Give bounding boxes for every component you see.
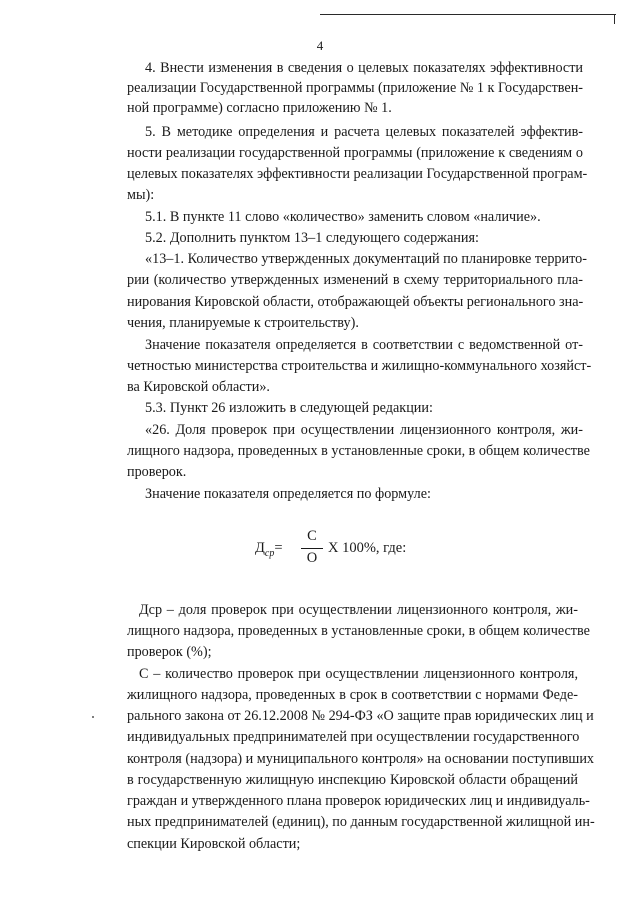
formula-tail: Х 100%, где:	[328, 540, 407, 556]
text-line: ной программе) согласно приложению № 1.	[127, 100, 392, 116]
text-line: ности реализации государственной программы (приложение к сведениям о	[127, 145, 583, 161]
text-line: контроля (надзора) и муниципального контроля» на основании поступивших	[127, 751, 595, 767]
text-line: 5.3. Пункт 26 изложить в следующей редакции:	[145, 400, 433, 416]
text-line: С – количество проверок при осуществлении лицензионного контроля,	[139, 666, 578, 682]
text-line: Значение показателя определяется в соответствии с ведомственной от-	[145, 337, 583, 353]
text-line: жилищного надзора, проведенных в срок в соответствии с нормами Феде-	[127, 687, 578, 703]
formula-lhs-main: Д	[255, 540, 265, 556]
formula-denominator: О	[306, 550, 318, 566]
top-border-line	[320, 14, 616, 15]
text-line: спекции Кировской области;	[127, 836, 301, 852]
scan-speck	[92, 716, 94, 718]
text-line: Значение показателя определяется по формуле:	[145, 486, 431, 502]
text-line: рального закона от 26.12.2008 № 294-ФЗ «О защите прав юридических лиц и	[127, 708, 594, 724]
text-line: «13–1. Количество утвержденных документаций по планировке террито-	[145, 251, 587, 267]
fraction-bar	[301, 548, 323, 549]
text-line: 5.1. В пункте 11 слово «количество» заменить словом «наличие».	[145, 209, 541, 225]
top-border-tick	[614, 14, 615, 24]
text-line: 4. Внести изменения в сведения о целевых показателях эффективности	[145, 60, 583, 76]
formula-lhs-subscript: ср	[264, 547, 275, 559]
text-line: мы):	[127, 187, 155, 203]
text-line: целевых показателях эффективности реализации Государственной програм-	[127, 166, 588, 182]
text-line: «26. Доля проверок при осуществлении лицензионного контроля, жи-	[145, 422, 583, 438]
text-line: 5. В методике определения и расчета целевых показателей эффектив-	[145, 124, 583, 140]
page-number: 4	[316, 38, 324, 53]
text-line: проверок (%);	[127, 644, 212, 660]
text-line: лищного надзора, проведенных в установленные сроки, в общем количестве	[127, 443, 590, 459]
text-line: лищного надзора, проведенных в установленные сроки, в общем количестве	[127, 623, 590, 639]
text-line: реализации Государственной программы (приложение № 1 к Государствен-	[127, 80, 584, 96]
text-line: чения, планируемые к строительству).	[127, 315, 359, 331]
formula	[0, 528, 640, 568]
text-line: индивидуальных предпринимателей при осуществлении государственного	[127, 729, 580, 745]
text-line: 5.2. Дополнить пунктом 13–1 следующего содержания:	[145, 230, 479, 246]
text-line: ных предпринимателей (единиц), по данным государственной жилищной ин-	[127, 814, 595, 830]
text-line: в государственную жилищную инспекцию Кировской области обращений	[127, 772, 578, 788]
text-line: граждан и утвержденного плана проверок юридических лиц и индивидуаль-	[127, 793, 590, 809]
formula-equals: =	[274, 540, 283, 556]
text-line: проверок.	[127, 464, 187, 480]
formula-numerator: С	[307, 528, 317, 544]
text-line: нирования Кировской области, отображающей объекты регионального зна-	[127, 294, 584, 310]
text-line: четностью министерства строительства и жилищно-коммунального хозяйст-	[127, 358, 592, 374]
text-line: Дср – доля проверок при осуществлении лицензионного контроля, жи-	[139, 602, 578, 618]
text-line: рии (количество утвержденных изменений в схему территориального пла-	[127, 272, 583, 288]
formula-lhs	[255, 540, 283, 559]
text-line: ва Кировской области».	[127, 379, 270, 395]
